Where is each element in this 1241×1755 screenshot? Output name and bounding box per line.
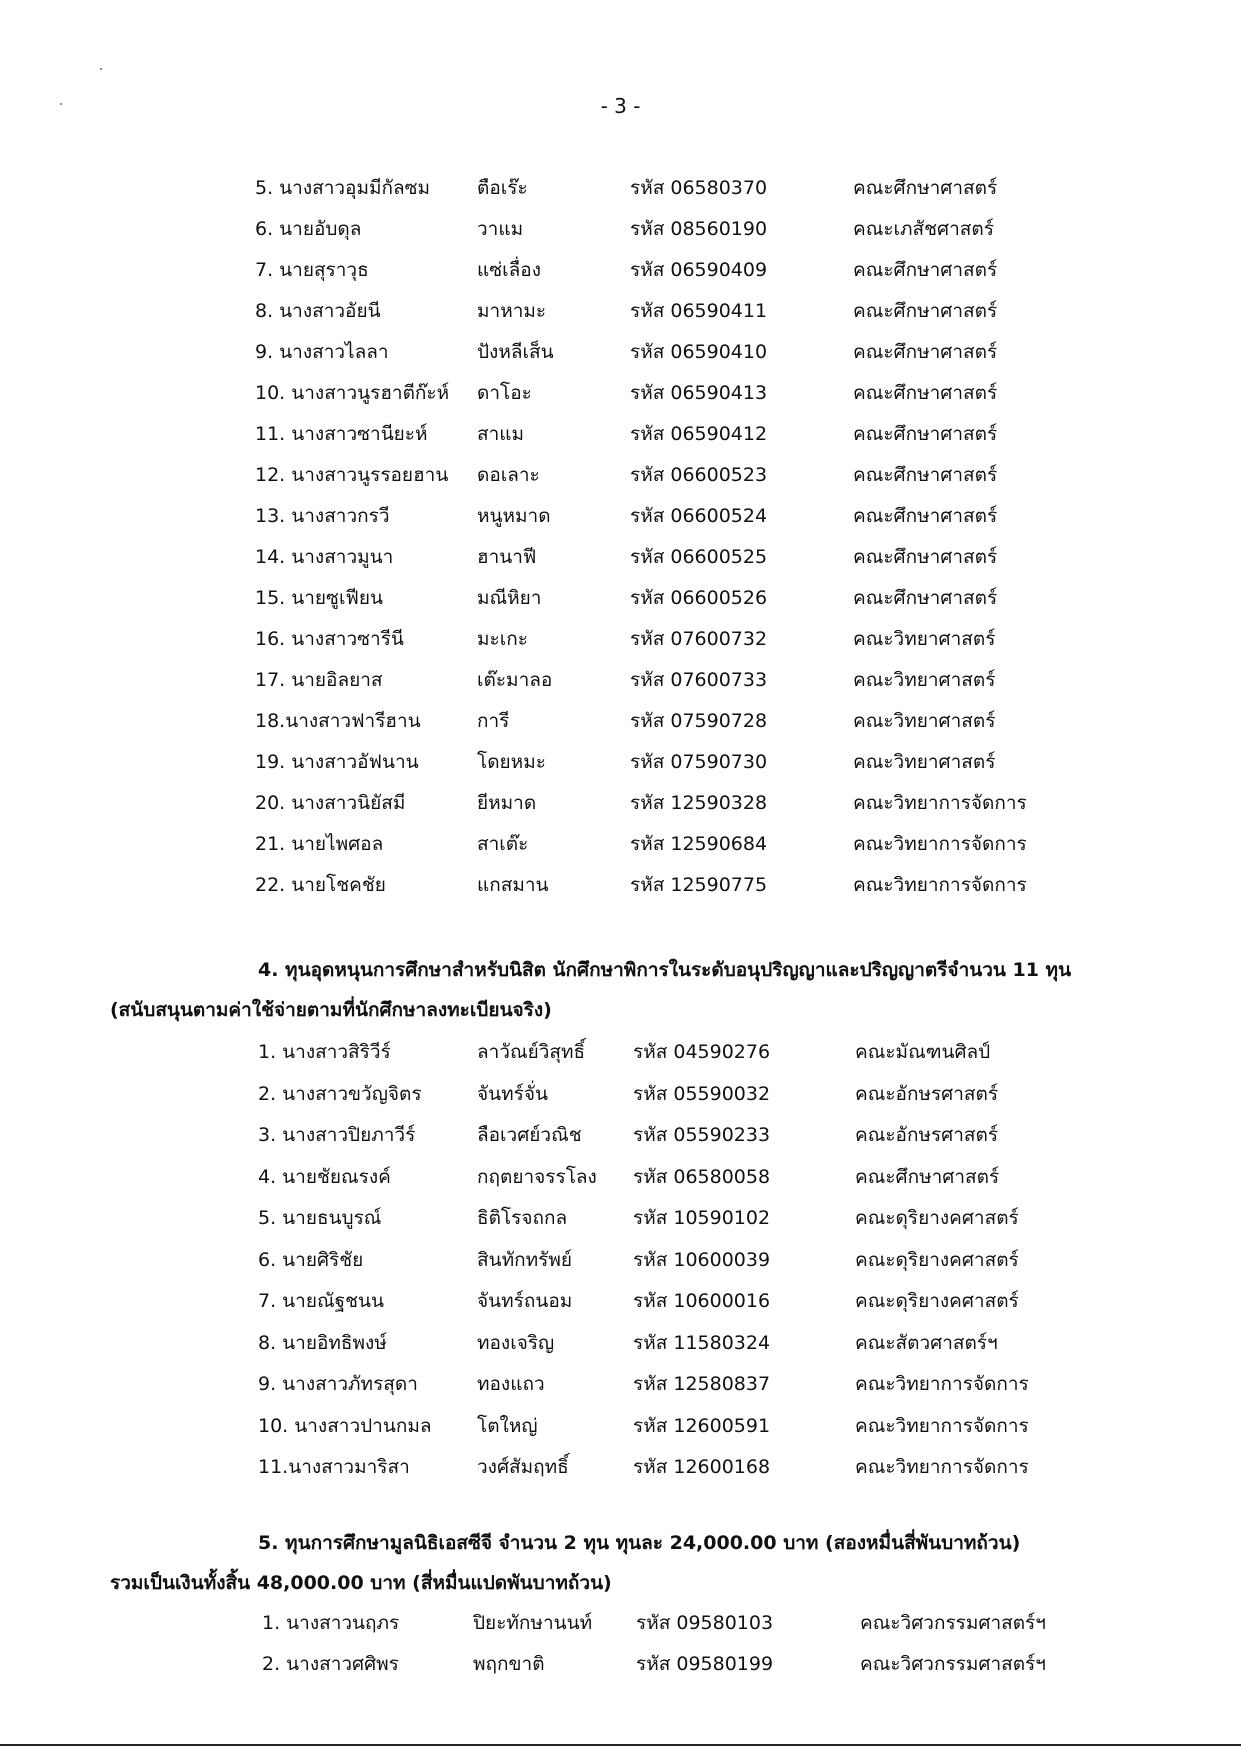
list-item [0,334,1241,370]
list-item [0,1076,1241,1112]
student-code: รหัส 12590775 [630,874,768,896]
faculty-name: คณะวิทยาการจัดการ [855,1373,1029,1395]
person-surname: มาหามะ [477,300,547,322]
list-item [0,252,1241,288]
person-name: 19. นางสาวอัฟนาน [255,751,419,773]
person-surname: วงศ์สัมฤทธิ์ [477,1456,569,1478]
person-name: 2. นางสาวศศิพร [262,1653,399,1675]
list-item [0,1034,1241,1070]
list-item [0,293,1241,329]
section-4-heading-line-2: (สนับสนุนตามค่าใช้จ่ายตามที่นักศึกษาลงทะเบียนจริง) [110,999,552,1021]
person-name: 10. นางสาวปานกมล [258,1415,432,1437]
section-5-heading-line-2: รวมเป็นเงินทั้งสิ้น 48,000.00 บาท (สี่หมื่นแปดพันบาทถ้วน) [110,1572,612,1594]
person-surname: ลาวัณย์วิสุทธิ์ [477,1041,586,1063]
section-4-heading-line-1: 4. ทุนอุดหนุนการศึกษาสำหรับนิสิต นักศึกษาพิการในระดับอนุปริญญาและปริญญาตรีจำนวน 11 ทุน [258,959,1072,981]
student-code: รหัส 07600733 [630,669,768,691]
list-item [0,826,1241,862]
student-code: รหัส 09580199 [636,1653,774,1675]
person-surname: ทองเจริญ [477,1332,555,1354]
person-surname: มณีหิยา [477,587,542,609]
student-code: รหัส 12600591 [633,1415,771,1437]
list-item [0,785,1241,821]
student-code: รหัส 07600732 [630,628,768,650]
faculty-name: คณะศึกษาศาสตร์ [853,423,998,445]
person-surname: ตือเร๊ะ [477,177,528,199]
person-surname: สาแม [477,423,525,445]
person-surname: ยีหมาด [477,792,537,814]
person-name: 2. นางสาวขวัญจิตร [258,1083,422,1105]
list-item [0,1646,1241,1682]
student-code: รหัส 06590410 [630,341,768,363]
faculty-name: คณะวิทยาการจัดการ [855,1456,1029,1478]
faculty-name: คณะวิทยาการจัดการ [853,874,1027,896]
student-code: รหัส 05590032 [633,1083,771,1105]
faculty-name: คณะดุริยางคศาสตร์ [855,1207,1019,1229]
student-code: รหัส 10600039 [633,1249,771,1271]
student-code: รหัส 06590409 [630,259,768,281]
person-surname: ทองแถว [477,1373,545,1395]
faculty-name: คณะศึกษาศาสตร์ [853,505,998,527]
faculty-name: คณะวิทยาศาสตร์ [853,628,996,650]
student-code: รหัส 12600168 [633,1456,771,1478]
student-code: รหัส 08560190 [630,218,768,240]
list-item [0,1366,1241,1402]
faculty-name: คณะศึกษาศาสตร์ [853,587,998,609]
person-surname: โตใหญ่ [477,1415,538,1437]
person-name: 13. นางสาวกรวี [255,505,390,527]
person-name: 5. นางสาวอุมมีกัลซม [255,177,431,199]
person-name: 12. นางสาวนูรรอยฮาน [255,464,449,486]
list-item [0,867,1241,903]
person-surname: โดยหมะ [477,751,546,773]
person-name: 8. นางสาวอัยนี [255,300,381,322]
person-name: 5. นายธนบูรณ์ [258,1207,382,1229]
list-item [0,498,1241,534]
person-name: 14. นางสาวมูนา [255,546,394,568]
student-code: รหัส 07590730 [630,751,768,773]
person-surname: ธิติโรจถกล [477,1207,568,1229]
faculty-name: คณะดุริยางคศาสตร์ [855,1249,1019,1271]
person-surname: พฤกขาติ [473,1653,545,1675]
person-surname: ปิยะทักษานนท์ [473,1612,593,1634]
faculty-name: คณะวิศวกรรมศาสตร์ฯ [860,1653,1046,1675]
faculty-name: คณะศึกษาศาสตร์ [853,341,998,363]
person-name: 15. นายซูเฟียน [255,587,384,609]
student-code: รหัส 12590684 [630,833,768,855]
person-name: 6. นายศิริชัย [258,1249,364,1271]
person-name: 1. นางสาวนฤภร [262,1612,400,1634]
list-item [0,1242,1241,1278]
faculty-name: คณะศึกษาศาสตร์ [853,464,998,486]
faculty-name: คณะวิทยาศาสตร์ [853,669,996,691]
person-name: 10. นางสาวนูรฮาตีก๊ะห์ [255,382,450,404]
person-name: 21. นายไพศอล [255,833,384,855]
student-code: รหัส 06590413 [630,382,768,404]
person-name: 9. นางสาวไลลา [255,341,389,363]
student-code: รหัส 12580837 [633,1373,771,1395]
list-item [0,703,1241,739]
person-surname: ดอเลาะ [477,464,540,486]
person-surname: สินทักทรัพย์ [477,1249,572,1271]
faculty-name: คณะศึกษาศาสตร์ [855,1166,1000,1188]
student-code: รหัส 06580058 [633,1166,771,1188]
student-code: รหัส 10600016 [633,1290,771,1312]
student-code: รหัส 05590233 [633,1124,771,1146]
person-name: 11. นางสาวซานียะห์ [255,423,428,445]
person-name: 8. นายอิทธิพงษ์ [258,1332,387,1354]
person-surname: สาเต๊ะ [477,833,529,855]
person-surname: ปังหลีเส็น [477,341,554,363]
faculty-name: คณะสัตวศาสตร์ฯ [855,1332,998,1354]
student-code: รหัส 06590412 [630,423,768,445]
student-code: รหัส 06590411 [630,300,768,322]
faculty-name: คณะวิทยาการจัดการ [853,833,1027,855]
list-item [0,1408,1241,1444]
person-surname: ดาโอะ [477,382,532,404]
list-item [0,1159,1241,1195]
student-code: รหัส 06600525 [630,546,768,568]
faculty-name: คณะวิทยาการจัดการ [853,792,1027,814]
person-name: 22. นายโชคชัย [255,874,386,896]
page-number: - 3 - [600,94,641,118]
faculty-name: คณะวิทยาการจัดการ [855,1415,1029,1437]
page-bottom-rule [0,1744,1241,1746]
person-name: 16. นางสาวซารีนี [255,628,404,650]
person-surname: วาแม [477,218,524,240]
section-5-heading-line-1: 5. ทุนการศึกษามูลนิธิเอสซีจี จำนวน 2 ทุน ทุนละ 24,000.00 บาท (สองหมื่นสี่พันบาทถ้วน) [258,1532,1021,1554]
person-name: 18.นางสาวฟารีฮาน [255,710,421,732]
person-name: 7. นายสุราวุธ [255,259,369,281]
person-name: 7. นายณัฐชนน [258,1290,384,1312]
person-surname: เต๊ะมาลอ [477,669,553,691]
list-item [0,1325,1241,1361]
list-item [0,416,1241,452]
person-surname: จันทร์จั่น [477,1083,548,1105]
faculty-name: คณะวิศวกรรมศาสตร์ฯ [860,1612,1046,1634]
faculty-name: คณะมัณฑนศิลป์ [855,1041,991,1063]
person-surname: การี [477,710,510,732]
list-item [0,457,1241,493]
person-surname: จันทร์ถนอม [477,1290,573,1312]
list-item [0,170,1241,206]
person-name: 4. นายชัยณรงค์ [258,1166,391,1188]
person-surname: ฮานาฟี [477,546,537,568]
person-name: 9. นางสาวภัทรสุดา [258,1373,418,1395]
list-item [0,1449,1241,1485]
person-name: 17. นายอิลยาส [255,669,383,691]
list-item [0,662,1241,698]
student-code: รหัส 06600526 [630,587,768,609]
list-item [0,375,1241,411]
person-surname: แซ่เลื่อง [477,259,541,281]
list-item [0,621,1241,657]
faculty-name: คณะศึกษาศาสตร์ [853,300,998,322]
person-name: 11.นางสาวมาริสา [258,1456,410,1478]
person-name: 3. นางสาวปิยภาวีร์ [258,1124,416,1146]
person-name: 1. นางสาวสิริวีร์ [258,1041,391,1063]
student-code: รหัส 11580324 [633,1332,771,1354]
person-name: 20. นางสาวนิยัสมี [255,792,406,814]
faculty-name: คณะศึกษาศาสตร์ [853,259,998,281]
student-code: รหัส 06600524 [630,505,768,527]
student-code: รหัส 06600523 [630,464,768,486]
student-code: รหัส 09580103 [636,1612,774,1634]
student-code: รหัส 04590276 [633,1041,771,1063]
student-code: รหัส 06580370 [630,177,768,199]
scan-speck [100,68,102,70]
list-item [0,744,1241,780]
faculty-name: คณะศึกษาศาสตร์ [853,546,998,568]
person-name: 6. นายอับดุล [255,218,362,240]
list-item [0,1117,1241,1153]
list-item [0,1605,1241,1641]
person-surname: กฤตยาจรรโลง [477,1166,597,1188]
faculty-name: คณะอักษรศาสตร์ [855,1124,999,1146]
list-item [0,580,1241,616]
student-code: รหัส 12590328 [630,792,768,814]
student-code: รหัส 10590102 [633,1207,771,1229]
faculty-name: คณะวิทยาศาสตร์ [853,710,996,732]
faculty-name: คณะศึกษาศาสตร์ [853,382,998,404]
faculty-name: คณะศึกษาศาสตร์ [853,177,998,199]
person-surname: มะเกะ [477,628,528,650]
person-surname: แกสมาน [477,874,549,896]
faculty-name: คณะดุริยางคศาสตร์ [855,1290,1019,1312]
person-surname: ลือเวศย์วณิช [477,1124,582,1146]
list-item [0,539,1241,575]
faculty-name: คณะวิทยาศาสตร์ [853,751,996,773]
student-code: รหัส 07590728 [630,710,768,732]
person-surname: หนูหมาด [477,505,551,527]
list-item [0,1283,1241,1319]
faculty-name: คณะอักษรศาสตร์ [855,1083,999,1105]
list-item [0,1200,1241,1236]
list-item [0,211,1241,247]
faculty-name: คณะเภสัชศาสตร์ [853,218,994,240]
